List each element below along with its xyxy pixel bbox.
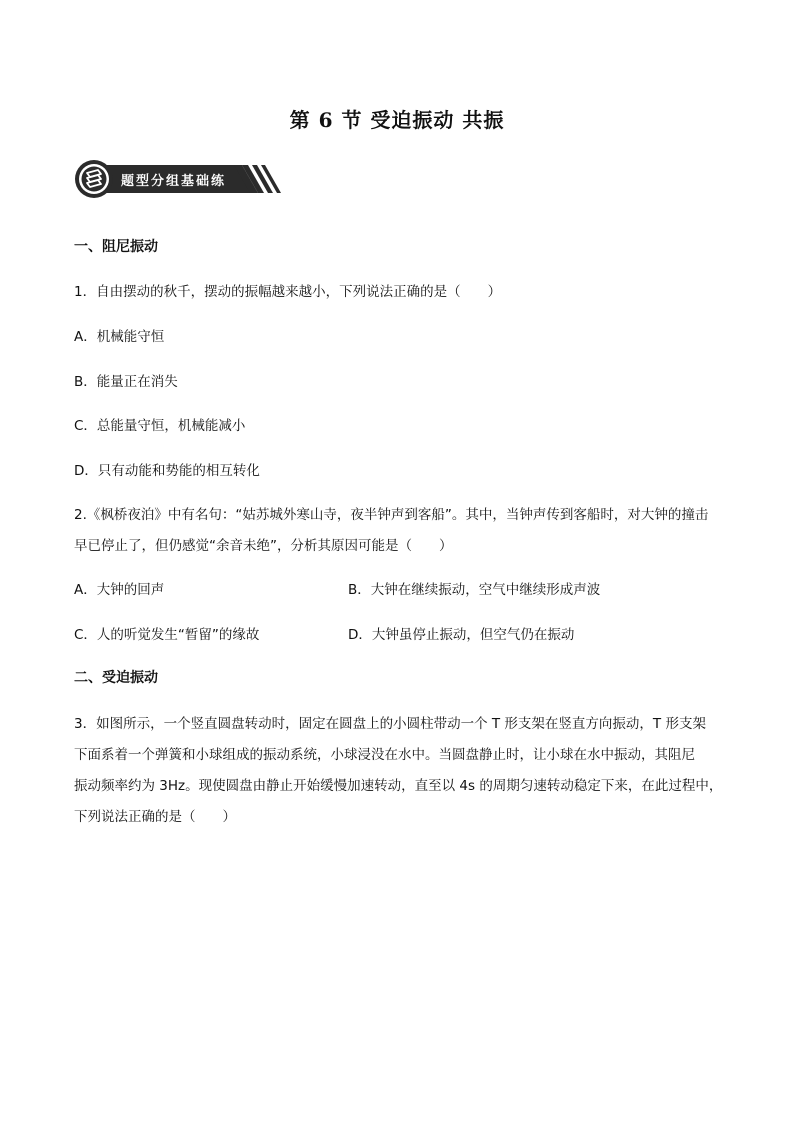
q2-stem-line-1: 2.《枫桥夜泊》中有名句：“姑苏城外寒山寺，夜半钟声到客船”。其中，当钟声传到客船时，对大钟的撞击 <box>74 507 709 523</box>
q2-option-b: B．大钟在继续振动，空气中继续形成声波 <box>348 582 601 598</box>
section-heading-forced: 二、受迫振动 <box>74 670 158 686</box>
q1-option-c: C．总能量守恒，机械能减小 <box>74 418 246 434</box>
q1-option-b: B．能量正在消失 <box>74 374 178 390</box>
q2-option-a: A．大钟的回声 <box>74 582 165 598</box>
q1-option-a: A．机械能守恒 <box>74 329 165 345</box>
q1-stem: 1．自由摆动的秋千，摆动的振幅越来越小，下列说法正确的是（ ） <box>74 284 502 300</box>
section-heading-damped: 一、阻尼振动 <box>74 239 158 255</box>
page-title: 第 6 节 受迫振动 共振 <box>289 108 505 132</box>
badge-label: 题型分组基础练 <box>121 174 227 189</box>
q2-option-d: D．大钟虽停止振动，但空气仍在振动 <box>348 627 575 643</box>
section-badge <box>74 159 286 199</box>
q2-stem-line-2: 早已停止了，但仍感觉“余音未绝”，分析其原因可能是（ ） <box>74 538 453 554</box>
q1-option-d: D．只有动能和势能的相互转化 <box>74 463 260 479</box>
q2-option-c: C．人的听觉发生“暂留”的缘故 <box>74 627 260 643</box>
q3-stem-line-4: 下列说法正确的是（ ） <box>74 809 236 825</box>
q3-stem-line-1: 3．如图所示，一个竖直圆盘转动时，固定在圆盘上的小圆柱带动一个 T 形支架在竖直方向振动，T 形支架 <box>74 716 706 732</box>
q3-stem-line-3: 振动频率约为 3Hz。现使圆盘由静止开始缓慢加速转动，直至以 4s 的周期匀速转动稳定下来，在此过程中， <box>74 778 723 794</box>
book-stack-icon <box>74 159 114 199</box>
q3-stem-line-2: 下面系着一个弹簧和小球组成的振动系统，小球浸没在水中。当圆盘静止时，让小球在水中振动，其阻尼 <box>74 747 695 763</box>
